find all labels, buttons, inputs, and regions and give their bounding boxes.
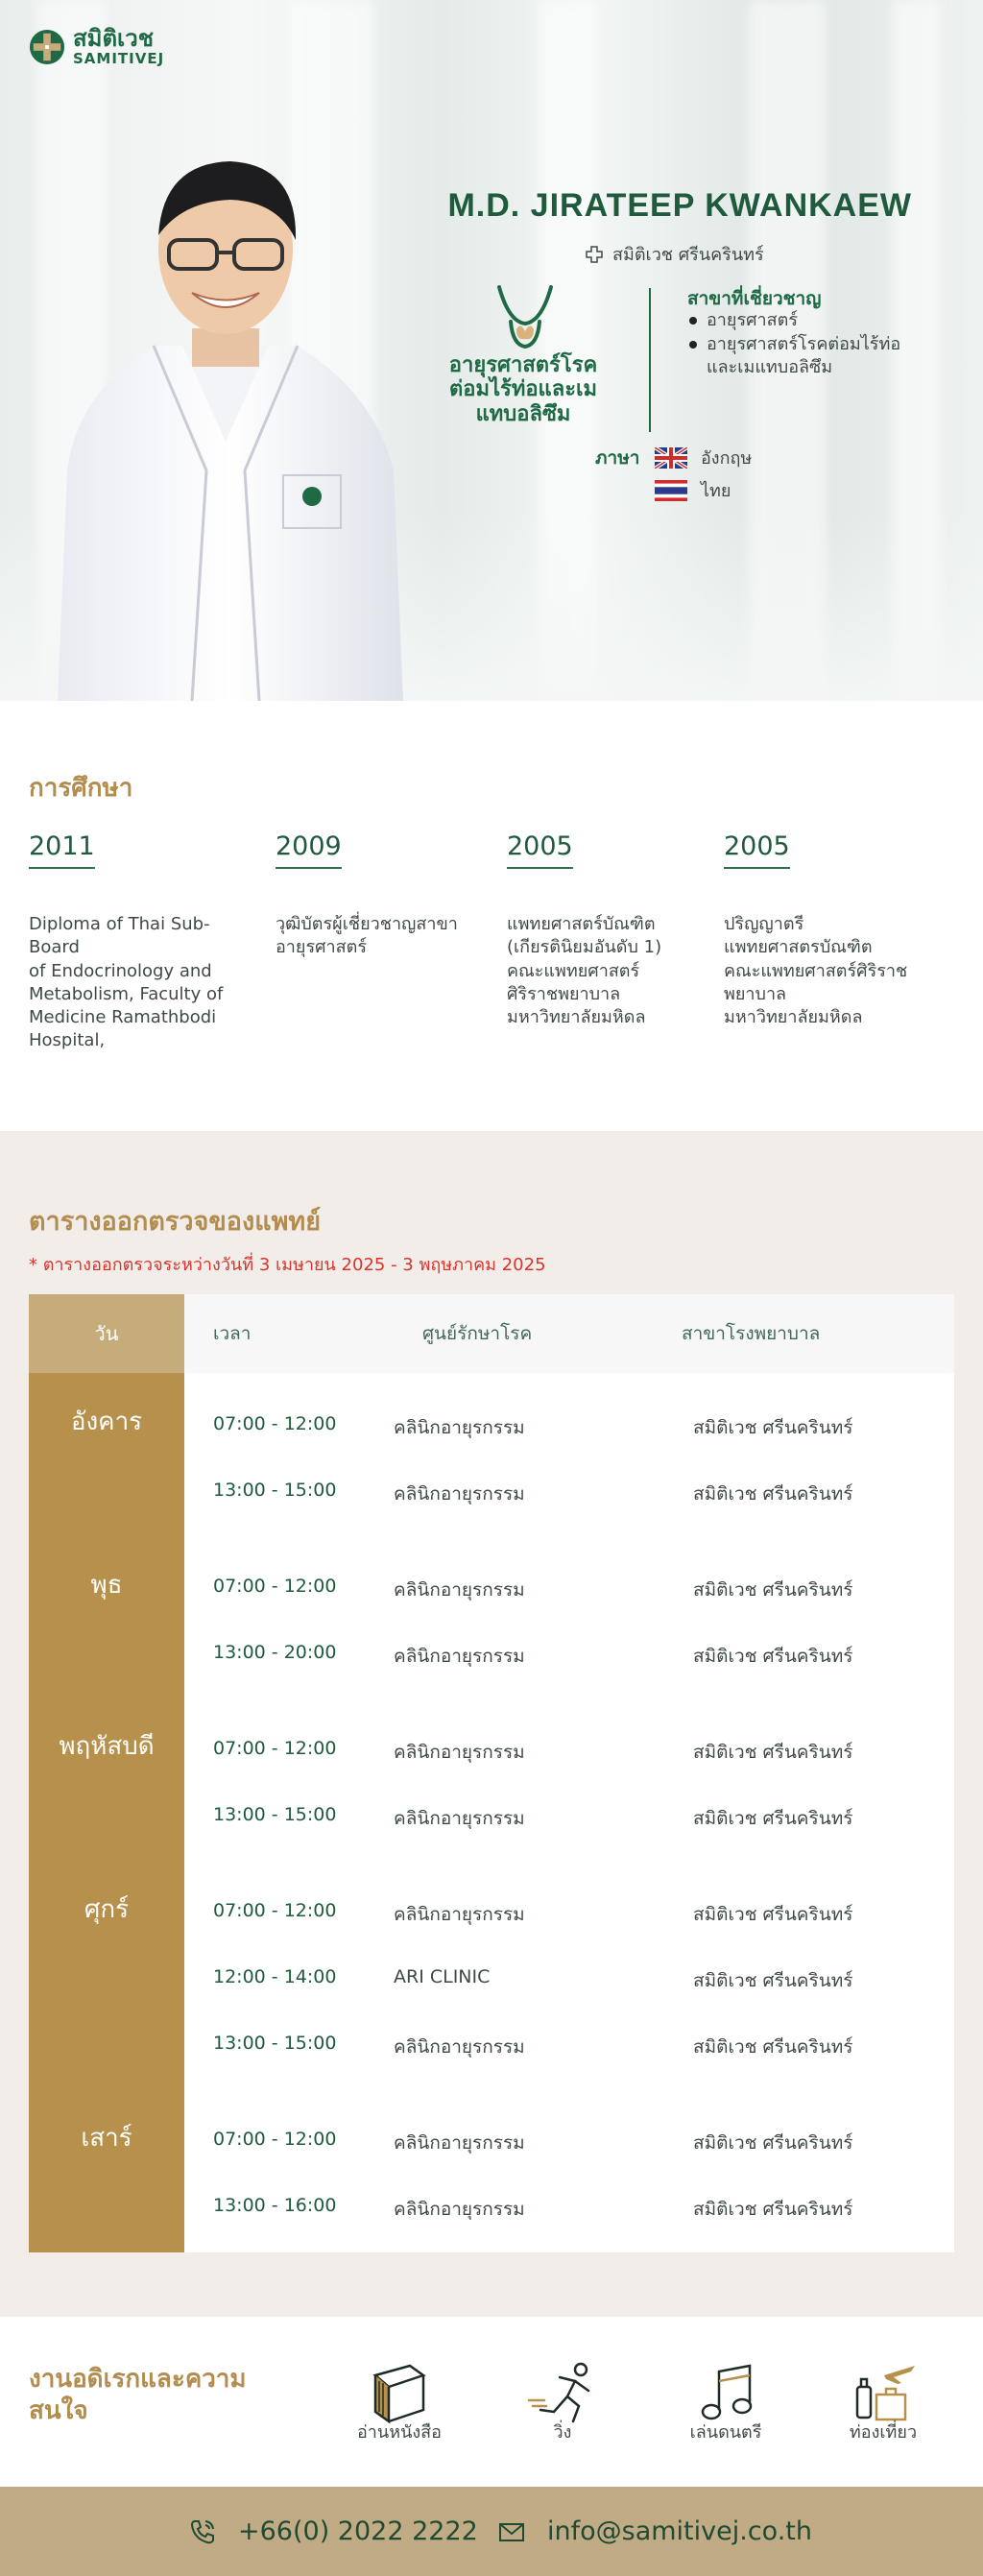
education-item: [29, 831, 250, 1053]
slot-time: 13:00 - 15:00: [213, 1480, 337, 1501]
header-center: ศูนย์รักษาโรค: [422, 1323, 533, 1344]
slot-center: คลินิกอายุรกรรม: [394, 2199, 525, 2220]
hobby-label: อ่านหนังสือ: [357, 2422, 442, 2443]
education-title: การศึกษา: [29, 774, 133, 803]
logo-thai-text: สมิติเวช: [73, 25, 155, 52]
doctor-hero: [0, 0, 983, 701]
samitivej-logo-icon: [29, 29, 65, 65]
slot-center: คลินิกอายุรกรรม: [394, 2036, 525, 2058]
education-item: [276, 831, 468, 960]
hero-divider: [649, 288, 651, 432]
education-description: ปริญญาตรี แพทยศาสตรบัณฑิต คณะแพทยศาสตร์ศิริราชพยาบาล มหาวิทยาลัยมหิดล: [724, 914, 908, 1028]
education-item: [724, 831, 935, 1029]
slot-branch: สมิติเวช ศรีนครินทร์: [693, 2132, 853, 2154]
slot-branch: สมิติเวช ศรีนครินทร์: [693, 1417, 853, 1438]
email-address: info@samitivej.co.th: [547, 2516, 812, 2546]
expertise-item: อายุรศาสตร์: [687, 309, 927, 331]
schedule-table-header: [29, 1294, 954, 1373]
slot-branch: สมิติเวช ศรีนครินทร์: [693, 1646, 853, 1667]
language-name: ไทย: [701, 481, 731, 501]
hospital-cross-icon: [586, 246, 603, 263]
slot-time: 07:00 - 12:00: [213, 1413, 337, 1434]
slot-time: 07:00 - 12:00: [213, 1576, 337, 1597]
hobby-label: เล่นดนตรี: [689, 2422, 762, 2443]
doctor-hospital: [586, 240, 764, 268]
slot-time: 12:00 - 14:00: [213, 1966, 337, 1987]
slot-branch: สมิติเวช ศรีนครินทร์: [693, 1808, 853, 1829]
schedule-table: [29, 1294, 954, 2252]
hobby-running: [486, 2362, 639, 2445]
hobby-travel: [806, 2362, 960, 2445]
header-branch: สาขาโรงพยาบาล: [682, 1323, 821, 1344]
slot-center: คลินิกอายุรกรรม: [394, 1646, 525, 1667]
book-icon: [364, 2362, 435, 2425]
doctor-specialty: อายุรศาสตร์โรคต่อมไร้ท่อและเมแทบอลิซึม: [448, 353, 598, 426]
slot-time: 07:00 - 12:00: [213, 1900, 337, 1921]
language-name: อังกฤษ: [701, 448, 753, 469]
phone-link[interactable]: [188, 2487, 478, 2576]
day-wednesday: พุธ: [90, 1571, 123, 1600]
day-thursday: พฤหัสบดี: [59, 1732, 155, 1761]
logo-english-text: SAMITIVEJ: [73, 50, 165, 67]
slot-time: 13:00 - 15:00: [213, 2033, 337, 2054]
music-note-icon: [690, 2362, 761, 2425]
phone-number: +66(0) 2022 2222: [238, 2516, 478, 2546]
language-label: ภาษา: [595, 447, 640, 469]
education-description: Diploma of Thai Sub-Board of Endocrinology and Metabolism, Faculty of Medicine Ramathbodi Hospital,: [29, 914, 224, 1051]
slot-branch: สมิติเวช ศรีนครินทร์: [693, 1579, 853, 1601]
header-day: วัน: [29, 1294, 184, 1373]
email-icon: [497, 2517, 526, 2546]
expertise-list: [687, 309, 927, 380]
slot-branch: สมิติเวช ศรีนครินทร์: [693, 2036, 853, 2058]
doctor-photo: [38, 154, 413, 701]
thyroid-icon: [492, 283, 559, 350]
slot-center: คลินิกอายุรกรรม: [394, 1904, 525, 1925]
expertise-title: สาขาที่เชี่ยวชาญ: [687, 288, 822, 309]
email-link[interactable]: [497, 2487, 812, 2576]
hobby-label: วิ่ง: [553, 2422, 572, 2443]
slot-center: คลินิกอายุรกรรม: [394, 1417, 525, 1438]
contact-footer: [0, 2487, 983, 2576]
slot-time: 13:00 - 15:00: [213, 1804, 337, 1825]
slot-time: 13:00 - 16:00: [213, 2195, 337, 2216]
slot-time: 13:00 - 20:00: [213, 1642, 337, 1663]
slot-center: คลินิกอายุรกรรม: [394, 2132, 525, 2154]
education-item: [507, 831, 670, 1029]
expertise-item: อายุรศาสตร์โรคต่อมไร้ท่อและเมแทบอลิซึม: [687, 333, 927, 378]
samitivej-logo[interactable]: [29, 27, 164, 66]
slot-center: ARI CLINIC: [394, 1966, 491, 1987]
slot-branch: สมิติเวช ศรีนครินทร์: [693, 1904, 853, 1925]
slot-time: 07:00 - 12:00: [213, 2129, 337, 2150]
slot-time: 07:00 - 12:00: [213, 1738, 337, 1759]
running-icon: [527, 2362, 598, 2425]
phone-icon: [188, 2517, 217, 2546]
slot-branch: สมิติเวช ศรีนครินทร์: [693, 1970, 853, 1991]
education-year: 2005: [724, 831, 790, 869]
education-year: 2011: [29, 831, 95, 869]
day-saturday: เสาร์: [81, 2124, 132, 2153]
doctor-hospital-name: สมิติเวช ศรีนครินทร์: [612, 245, 764, 265]
education-description: วุฒิบัตรผู้เชี่ยวชาญสาขาอายุรศาสตร์: [276, 914, 458, 958]
language-thai: [655, 476, 731, 504]
uk-flag-icon: [655, 447, 687, 469]
hobby-label: ท่องเที่ยว: [849, 2422, 918, 2443]
slot-center: คลินิกอายุรกรรม: [394, 1579, 525, 1601]
slot-branch: สมิติเวช ศรีนครินทร์: [693, 1483, 853, 1505]
slot-center: คลินิกอายุรกรรม: [394, 1483, 525, 1505]
hobby-music: [649, 2362, 803, 2445]
schedule-note: * ตารางออกตรวจระหว่างวันที่ 3 เมษายน 2025 - 3 พฤษภาคม 2025: [29, 1255, 546, 1275]
header-time: เวลา: [213, 1323, 252, 1344]
day-tuesday: อังคาร: [70, 1408, 143, 1436]
education-year: 2005: [507, 831, 573, 869]
day-friday: ศุกร์: [84, 1895, 130, 1924]
education-description: แพทยศาสตร์บัณฑิต (เกียรตินิยมอันดับ 1) คณะแพทยศาสตร์ศิริราชพยาบาล มหาวิทยาลัยมหิดล: [507, 914, 662, 1028]
language-english: [655, 444, 752, 471]
education-year: 2009: [276, 831, 342, 869]
hobby-reading: [323, 2362, 476, 2445]
doctor-name: M.D. JIRATEEP KWANKAEW: [447, 187, 912, 224]
hobbies-title: งานอดิเรกและความสนใจ: [29, 2365, 247, 2425]
slot-branch: สมิติเวช ศรีนครินทร์: [693, 1742, 853, 1763]
slot-branch: สมิติเวช ศรีนครินทร์: [693, 2199, 853, 2220]
slot-center: คลินิกอายุรกรรม: [394, 1808, 525, 1829]
thai-flag-icon: [655, 480, 687, 501]
schedule-title: ตารางออกตรวจของแพทย์: [29, 1207, 322, 1237]
travel-icon: [848, 2362, 919, 2425]
slot-center: คลินิกอายุรกรรม: [394, 1742, 525, 1763]
